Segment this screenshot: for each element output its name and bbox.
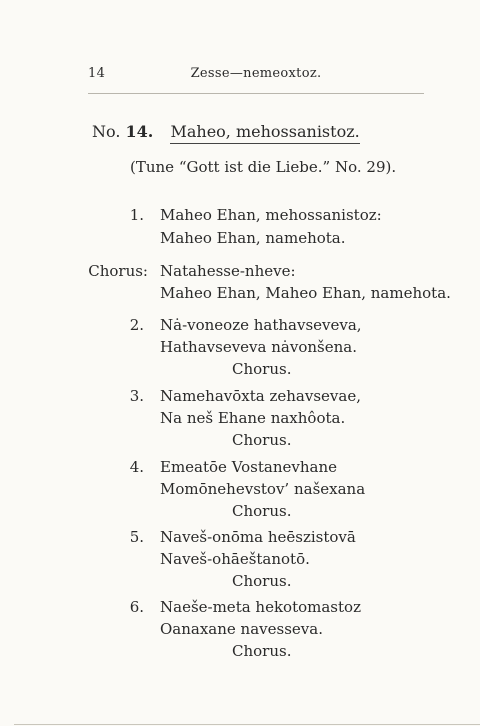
chorus-refrain: Chorus. xyxy=(232,360,292,378)
chorus-refrain: Chorus. xyxy=(232,502,292,520)
hymn-heading xyxy=(92,122,360,144)
verse-label: 3. xyxy=(129,387,144,405)
chorus-refrain: Chorus. xyxy=(232,431,292,449)
chorus-label: Chorus: xyxy=(88,262,148,280)
verse-line: Naveš-ohāeštanotō. xyxy=(160,550,310,568)
hymn-title: Maheo, mehossanistoz. xyxy=(170,122,359,144)
running-title: Zesse—nemeoxtoz. xyxy=(190,66,322,81)
chorus-text-line: Maheo Ehan, Maheo Ehan, namehota. xyxy=(160,284,451,302)
hymn-number: 14. xyxy=(125,122,154,141)
verse-label: 2. xyxy=(129,316,144,334)
header-rule xyxy=(88,93,424,94)
verse-line: Namehavōxta zehavsevae, xyxy=(160,387,361,405)
chorus-text-line: Natahesse-nheve: xyxy=(160,262,296,280)
chorus-refrain: Chorus. xyxy=(232,572,292,590)
page-number: 14 xyxy=(88,66,106,81)
verse-line: Oanaxane navesseva. xyxy=(160,620,323,638)
verse-line: Momōnehevstov’ našexana xyxy=(160,480,366,498)
verse-line: Naeše-meta hekotomastoz xyxy=(160,598,361,616)
verse-label: 6. xyxy=(129,598,144,616)
chorus-refrain: Chorus. xyxy=(232,642,292,660)
hymn-number-prefix: No. xyxy=(92,122,121,141)
verse-line: Nȧ-voneoze hathavseveva, xyxy=(160,316,362,334)
verse-label: 1. xyxy=(129,206,144,224)
verse-line: Na neš Ehane naxhôota. xyxy=(160,409,346,427)
verse-label: 4. xyxy=(129,458,144,476)
verse-line: Emeatōe Vostanevhane xyxy=(160,458,338,476)
tune-note: (Tune “Gott ist die Liebe.” No. 29). xyxy=(130,158,397,176)
verse-line: Maheo Ehan, namehota. xyxy=(160,229,346,247)
page-edge-rule xyxy=(14,724,480,725)
verse-line: Naveš-onōma heēszistovā xyxy=(160,528,356,546)
verse-line: Hathavseveva nȧvonšena. xyxy=(160,338,357,356)
verse-label: 5. xyxy=(129,528,144,546)
verse-line: Maheo Ehan, mehossanistoz: xyxy=(160,206,382,224)
